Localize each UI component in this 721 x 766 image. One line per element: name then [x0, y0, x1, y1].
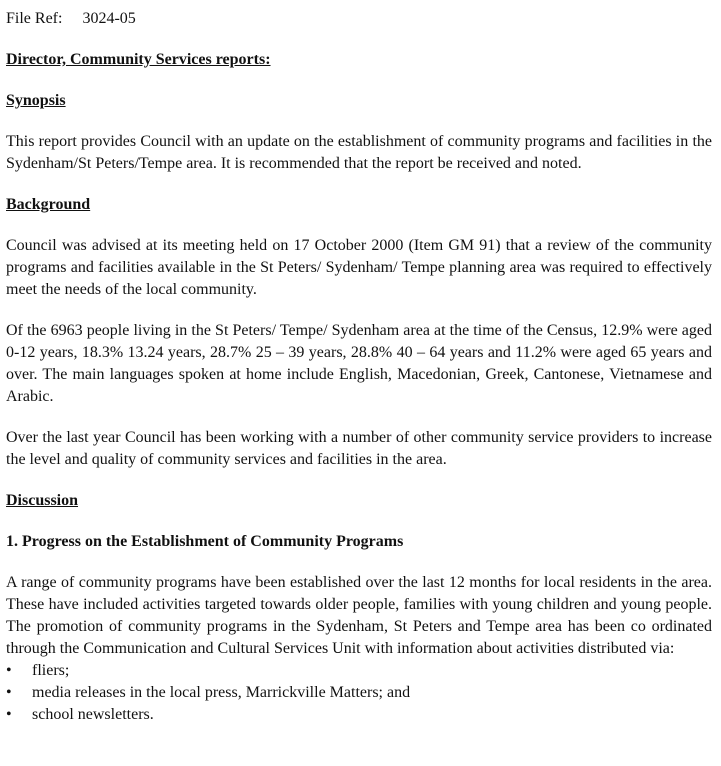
file-reference — [6, 8, 712, 30]
synopsis-text: This report provides Council with an update on the establishment of community programs and facilities in the Sydenham/St Peters/Tempe area. It is recommended that the report be received and noted. — [6, 133, 712, 172]
background-paragraph-3: Over the last year Council has been working with a number of other community service providers to increase the level and quality of community services and facilities in the area. — [6, 429, 712, 468]
report-page — [6, 4, 712, 726]
distribution-list — [6, 660, 712, 726]
discussion-text: A range of community programs have been established over the last 12 months for local residents in the area. These have included activities targeted towards older people, families with young children and young people. The promotion of community programs in the Sydenham, St Peters and Tempe area has been co ordinated through the Communication and Cultural Services Unit with information about activities distributed via: — [6, 574, 712, 657]
list-item: • fliers; — [6, 660, 712, 682]
discussion-subheading: 1. Progress on the Establishment of Community Programs — [6, 533, 404, 550]
list-item: • school newsletters. — [6, 704, 712, 726]
report-title: Director, Community Services reports: — [6, 51, 271, 68]
background-paragraph-1: Council was advised at its meeting held on 17 October 2000 (Item GM 91) that a review of the community programs and facilities available in the St Peters/ Sydenham/ Tempe planning area was required to effectively meet the needs of the local community. — [6, 237, 712, 298]
background-paragraph-2: Of the 6963 people living in the St Peters/ Tempe/ Sydenham area at the time of the Census, 12.9% were aged 0-12 years, 18.3% 13.24 years, 28.7% 25 – 39 years, 28.8% 40 – 64 years and 11.2% were aged 65 years and over. The main languages spoken at home include English, Macedonian, Greek, Cantonese, Vietnamese and Arabic. — [6, 322, 712, 405]
file-ref-label: File Ref: — [6, 10, 63, 27]
list-item: • media releases in the local press, Marrickville Matters; and — [6, 682, 712, 704]
file-ref-value: 3024-05 — [82, 10, 136, 27]
discussion-heading: Discussion — [6, 492, 79, 509]
synopsis-heading: Synopsis — [6, 92, 66, 109]
background-heading: Background — [6, 196, 91, 213]
